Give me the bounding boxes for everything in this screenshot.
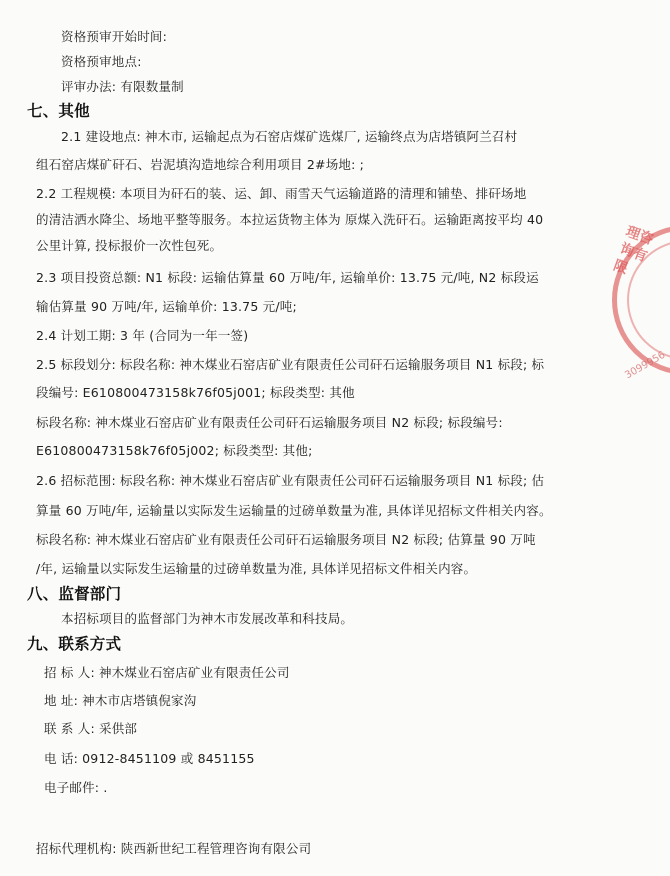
s2-3-line-1: 2.3 项目投资总额: N1 标段: 运输估算量 60 万吨/年, 运输单价: 13.75 元/吨, N2 标段运: [36, 270, 539, 285]
s2-3-line-2: 输估算量 90 万吨/年, 运输单价: 13.75 元/吨;: [36, 299, 297, 314]
section-9-heading: 九、联系方式: [27, 635, 122, 653]
contact-person: 联 系 人: 采供部: [44, 721, 138, 736]
seal-text: 理咨询有限: [611, 223, 656, 278]
section-8-heading: 八、监督部门: [27, 585, 122, 603]
contact-tenderer: 招 标 人: 神木煤业石窑店矿业有限责任公司: [44, 665, 290, 680]
s2-5-line-2: 段编号: E610800473158k76f05j001; 标段类型: 其他: [36, 385, 355, 400]
s2-6-line-2: 算量 60 万吨/年, 运输量以实际发生运输量的过磅单数量为准, 具体详见招标文件相关内容。: [36, 503, 552, 518]
s2-2-line-3: 公里计算, 投标报价一次性包死。: [36, 238, 223, 253]
supervision-text: 本招标项目的监督部门为神木市发展改革和科技局。: [61, 611, 354, 626]
s2-1-line-2: 组石窑店煤矿矸石、岩泥填沟造地综合利用项目 2#场地: ;: [36, 157, 365, 172]
s2-6-line-1: 2.6 招标范围: 标段名称: 神木煤业石窑店矿业有限责任公司矸石运输服务项目 N1 标段; 估: [36, 473, 545, 488]
official-seal: [611, 223, 670, 382]
s2-1-line-1: 2.1 建设地点: 神木市, 运输起点为石窑店煤矿选煤厂, 运输终点为店塔镇阿兰召村: [61, 129, 518, 144]
s2-4: 2.4 计划工期: 3 年 (合同为一年一签): [36, 328, 249, 343]
s2-6-line-4: /年, 运输量以实际发生运输量的过磅单数量为准, 具体详见招标文件相关内容。: [36, 561, 477, 576]
s2-5-line-1: 2.5 标段划分: 标段名称: 神木煤业石窑店矿业有限责任公司矸石运输服务项目 N1 标段; 标: [36, 357, 545, 372]
contact-phone: 电 话: 0912-8451109 或 8451155: [44, 751, 255, 766]
s2-6-line-3: 标段名称: 神木煤业石窑店矿业有限责任公司矸石运输服务项目 N2 标段; 估算量 90 万吨: [36, 532, 536, 547]
s2-5-line-3: 标段名称: 神木煤业石窑店矿业有限责任公司矸石运输服务项目 N2 标段; 标段编号:: [36, 415, 503, 430]
prequal-start-time: 资格预审开始时间:: [61, 29, 168, 44]
section-7-heading: 七、其他: [27, 102, 90, 120]
s2-2-line-2: 的清洁洒水降尘、场地平整等服务。本拉运货物主体为 原煤入洗矸石。运输距离按平均 40: [36, 212, 544, 227]
s2-5-line-4: E610800473158k76f05j002; 标段类型: 其他;: [36, 443, 313, 458]
tender-agency: 招标代理机构: 陕西新世纪工程管理咨询有限公司: [36, 841, 312, 856]
seal-number: 3099956: [623, 349, 668, 382]
contact-email: 电子邮件: .: [44, 780, 108, 795]
prequal-location: 资格预审地点:: [61, 54, 142, 69]
contact-address: 地 址: 神木市店塔镇倪家沟: [44, 693, 197, 708]
review-method: 评审办法: 有限数量制: [61, 79, 184, 94]
s2-2-line-1: 2.2 工程规模: 本项目为矸石的装、运、卸、雨雪天气运输道路的清理和铺垫、排矸场地: [36, 186, 527, 201]
